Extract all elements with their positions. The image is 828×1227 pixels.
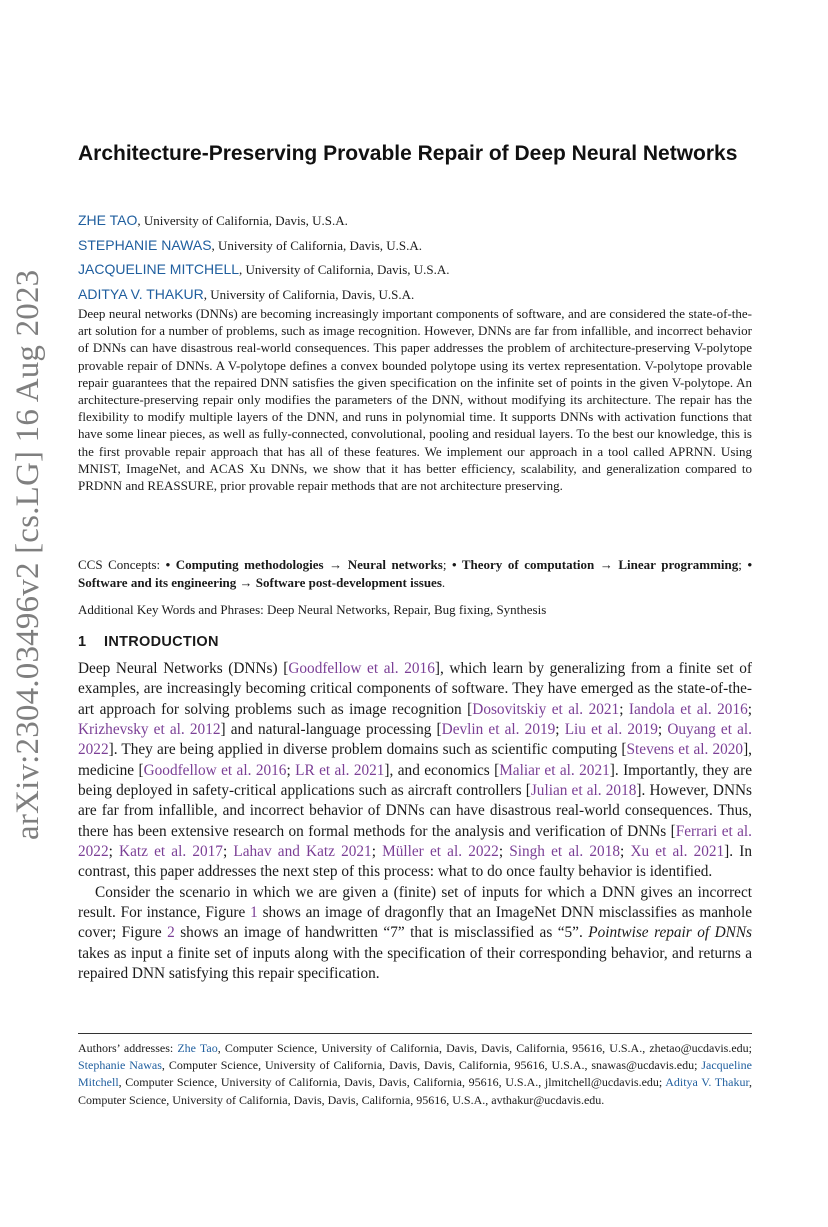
text-run: takes as input a finite set of inputs along with the specification of their corresponding behavior, and returns a repaired DNN satisfying this repair specification. [78,944,752,983]
separator: ; [222,843,234,861]
citation-link[interactable]: Iandola et al. 2016 [628,700,748,718]
paper-title: Architecture-Preserving Provable Repair of Deep Neural Networks [78,142,738,165]
author-affiliation: , University of California, Davis, U.S.A. [239,262,450,277]
text-run: ] and natural-language processing [ [220,721,442,739]
separator: ; [498,843,510,861]
citation-link[interactable]: Liu et al. 2019 [564,721,658,739]
text-run: Authors’ addresses: [78,1041,178,1055]
citation-link[interactable]: Singh et al. 2018 [509,843,620,861]
separator: ; [738,557,748,572]
footnote-divider [78,1033,752,1034]
author-entry [78,283,752,308]
keywords: Additional Key Words and Phrases: Deep Neural Networks, Repair, Bug fixing, Synthesis [78,602,547,617]
author-name[interactable]: JACQUELINE MITCHELL [78,261,240,277]
author-link[interactable]: Jacqueline Mitchell [78,1058,752,1090]
author-name[interactable]: STEPHANIE NAWAS [78,236,212,253]
figure-ref-link[interactable]: 2 [167,924,175,942]
ccs-concept: • Software and its engineering → Software post-development issues [78,557,753,590]
ccs-concepts [78,556,752,592]
text-run: ], which learn by generalizing from a finite set of examples, are increasingly becoming critical components of software. They have emerged as the state-of-the-art approach for solving problems such as image recognition [ [78,660,752,718]
text-run: , Computer Science, University of California, Davis, Davis, California, 95616, U.S.A., avthakur@ucdavis.edu. [78,1075,752,1107]
separator: ; [442,557,452,572]
citation-link[interactable]: Ferrari et al. 2022 [78,822,752,861]
citation-link[interactable]: Maliar et al. 2021 [499,761,610,779]
author-link[interactable]: Zhe Tao [177,1041,218,1055]
introduction-body [78,659,752,985]
author-affiliation: , University of California, Davis, U.S.A. [137,213,348,228]
text-run: Consider the scenario in which we are given a (finite) set of inputs for which a DNN gives an incorrect result. For instance, Figure [78,883,752,922]
author-name[interactable]: ZHE TAO [78,212,138,228]
citation-link[interactable]: Julian et al. 2018 [530,782,637,800]
separator: ; [657,721,668,739]
ccs-label: CCS Concepts: [78,557,166,572]
separator: ; [620,843,631,861]
text-run: ]. However, DNNs are far from infallible, and incorrect behavior of DNNs can have disastrous real-world consequences. Thus, there has been extensive research on formal methods for the analysis and verification of DNNs [ [78,782,753,840]
citation-link[interactable]: Dosovitskiy et al. 2021 [472,700,620,718]
section-heading [78,634,752,650]
separator: ; [747,700,752,718]
ccs-concept: • Theory of computation → Linear programming [451,557,739,572]
paragraph [78,659,752,883]
text-run: ]. They are being applied in diverse problem domains such as scientific computing [ [108,741,627,759]
ccs-concept: • Computing methodologies → Neural networks [165,557,443,572]
citation-link[interactable]: Devlin et al. 2019 [441,721,556,739]
text-run: Deep Neural Networks (DNNs) [ [78,660,289,677]
author-link[interactable]: Stephanie Nawas [78,1058,162,1073]
separator: ; [108,843,120,861]
text-run: , Computer Science, University of California, Davis, Davis, California, 95616, U.S.A., zhetao@ucdavis.edu; [217,1041,753,1055]
author-entry [78,209,752,234]
citation-link[interactable]: Müller et al. 2022 [382,843,499,861]
separator: ; [555,721,565,739]
citation-link[interactable]: Lahav and Katz 2021 [233,843,372,861]
text-run: ], medicine [ [78,741,752,779]
text-run: ], and economics [ [384,761,500,779]
author-entry [78,258,752,283]
text-run: shows an image of handwritten “7” that is misclassified as “5”. [174,924,589,942]
period: . [441,575,446,590]
separator: ; [371,843,383,861]
citation-link[interactable]: Stevens et al. 2020 [626,741,744,759]
author-affiliation: , University of California, Davis, U.S.A. [203,286,415,302]
text-run: , Computer Science, University of California, Davis, Davis, California, 95616, U.S.A., jlmitchell@ucdavis.edu; [118,1075,666,1090]
citation-link[interactable]: Goodfellow et al. 2016 [288,660,435,677]
abstract-text: Deep neural networks (DNNs) are becoming increasingly important components of software, and are considered the state-of-the-art solution for a number of problems, such as image recognition. However, DNNs are far from infallible, and incorrect behavior of DNNs can have disastrous real-world consequences. This paper addresses the problem of architecture-preserving V-polytope provable repair of DNNs. A V-polytope defines a convex bounded polytope using its vertex representation. V-polytope provable repair guarantees that the repaired DNN satisfies the given specification on the infinite set of points in the given V-polytope. An architecture-preserving repair only modifies the parameters of the DNN, without modifying its architecture. The repair has the flexibility to modify multiple layers of the DNN, and runs in polynomial time. It supports DNNs with activation functions that have some linear pieces, as well as fully-connected, convolutional, pooling and residual layers. To the best our knowledge, this is the first provable repair approach that has all of these features. We implement our approach in a tool called APRNN. Using MNIST, ImageNet, and ACAS Xu DNNs, we show that it has better efficiency, scalability, and generalization compared to PRDNN and REASSURE, prior provable repair methods that are not architecture preserving. [78,306,752,494]
citation-link[interactable]: Ouyang et al. 2022 [78,721,753,759]
separator: ; [619,700,629,718]
section-title: INTRODUCTION [104,634,219,650]
abstract [78,305,752,494]
author-entry [78,234,752,259]
citation-link[interactable]: Goodfellow et al. 2016 [143,761,287,779]
citation-link[interactable]: LR et al. 2021 [295,761,385,779]
author-link[interactable]: Aditya V. Thakur [665,1075,749,1090]
text-run: shows an image of dragonfly that an ImageNet DNN misclassifies as manhole cover; Figure [78,904,752,942]
section-number: 1 [78,634,87,650]
text-run: , Computer Science, University of California, Davis, Davis, California, 95616, U.S.A., snawas@ucdavis.edu; [161,1058,702,1073]
arxiv-stamp: arXiv:2304.03496v2 [cs.LG] 16 Aug 2023 [10,269,46,840]
citation-link[interactable]: Krizhevsky et al. 2012 [78,721,221,739]
figure-ref-link[interactable]: 1 [250,904,258,922]
author-affiliation: , University of California, Davis, U.S.A. [211,237,423,253]
separator: ; [286,761,296,779]
author-name[interactable]: ADITYA V. THAKUR [78,285,204,302]
text-run: ]. Importantly, they are being deployed in safety-critical applications such as aircraft controllers [ [78,761,752,800]
authors-addresses-footnote [78,1040,752,1109]
citation-link[interactable]: Katz et al. 2017 [119,843,223,861]
paragraph [78,883,752,985]
text-run: ]. In contrast, this paper addresses the next step of this process: what to do once faulty behavior is identified. [78,843,753,881]
author-list [78,209,752,307]
citation-link[interactable]: Xu et al. 2021 [630,843,725,861]
emphasized-term: Pointwise repair of DNNs [588,924,752,942]
